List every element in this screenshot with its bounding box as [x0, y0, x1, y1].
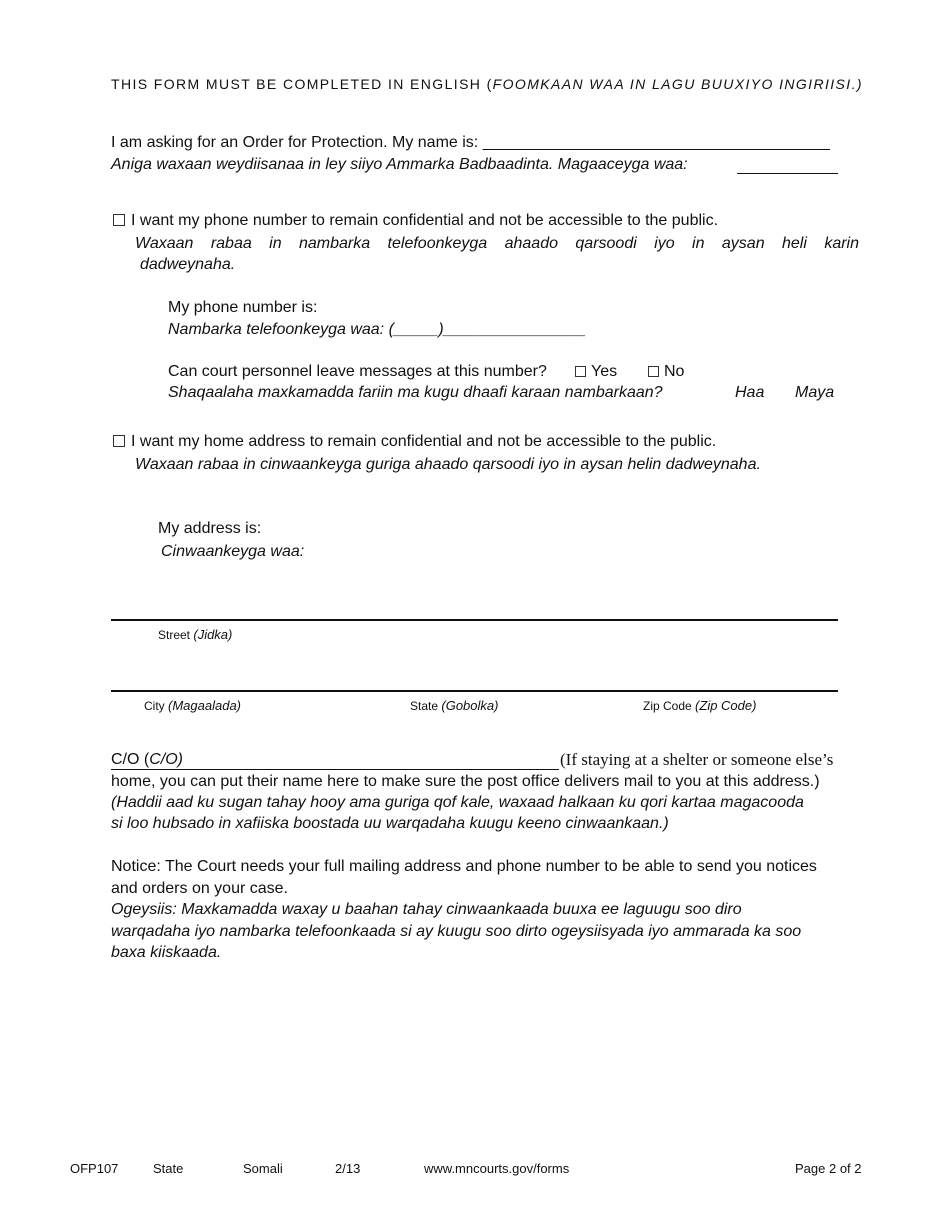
messages-yes-checkbox[interactable]	[575, 366, 586, 377]
address-confidential-somali: Waxaan rabaa in cinwaankeyga guriga ahaado qarsoodi iyo in aysan helin dadweynaha.	[135, 456, 761, 473]
notice-english-line2: and orders on your case.	[111, 880, 288, 897]
name-prompt	[111, 134, 830, 152]
messages-no-option[interactable]	[648, 363, 684, 381]
phone-confidential-row	[113, 212, 718, 230]
co-field-line[interactable]	[111, 769, 559, 770]
co-note-line1: (If staying at a shelter or someone else’s	[560, 750, 834, 769]
phone-confidential-checkbox[interactable]	[113, 214, 125, 226]
notice-somali-line1: Ogeysiis: Maxkamadda waxay u baahan tahay cinwaankaada buuxa ee laguugu soo diro	[111, 901, 742, 918]
my-address-label: My address is:	[158, 520, 262, 537]
messages-yes-label: Yes	[591, 363, 618, 380]
messages-yes-option[interactable]	[575, 363, 617, 381]
footer-state: State	[153, 1161, 184, 1176]
messages-question-somali: Shaqaalaha maxkamadda fariin ma kugu dhaafi karaan nambarkaan?	[168, 384, 663, 401]
messages-no-checkbox[interactable]	[648, 366, 659, 377]
name-field-line[interactable]	[737, 173, 838, 174]
notice-somali-line3: baxa kiiskaada.	[111, 944, 222, 961]
notice-somali-line2: warqadaha iyo nambarka telefoonkaada si ay kuugu soo dirto ogeysiisyada iyo ammarada ka soo	[111, 923, 802, 940]
co-somali-line1: (Haddii aad ku sugan tahay hooy ama guriga qof kale, waxaad halkaan ku qori kartaa magacooda	[111, 794, 804, 811]
footer-form-id: OFP107	[70, 1161, 119, 1176]
city-state-zip-line[interactable]	[111, 690, 838, 692]
my-address-somali: Cinwaankeyga waa:	[161, 543, 305, 560]
zip-label-english: Zip Code	[643, 699, 692, 713]
header-somali: FOOMKAAN WAA IN LAGU BUUXIYO INGIRIISI.)	[492, 76, 863, 92]
my-phone-field[interactable]: Nambarka telefoonkeyga waa: (_____)________________	[168, 321, 587, 338]
messages-question: Can court personnel leave messages at this number?	[168, 363, 547, 380]
state-label-english: State	[410, 699, 439, 713]
footer-language: Somali	[243, 1161, 283, 1176]
my-phone-label: My phone number is:	[168, 299, 318, 316]
street-label	[158, 627, 232, 642]
footer-date: 2/13	[335, 1161, 361, 1176]
street-field-line[interactable]	[111, 619, 838, 621]
co-label	[111, 751, 183, 769]
messages-maya: Maya	[795, 384, 835, 401]
messages-haa: Haa	[735, 384, 765, 401]
name-prompt-somali: Aniga waxaan weydiisanaa in ley siiyo Ammarka Badbaadinta. Magaaceyga waa:	[111, 156, 688, 173]
co-label-english: C/O (	[111, 751, 150, 768]
form-header	[111, 76, 863, 92]
phone-confidential-somali-line2: dadweynaha.	[140, 256, 236, 273]
footer-page-number: Page 2 of 2	[795, 1161, 862, 1176]
messages-no-label: No	[664, 363, 685, 380]
phone-confidential-label: I want my phone number to remain confidential and not be accessible to the public.	[131, 212, 719, 229]
co-label-somali: C/O)	[149, 751, 183, 768]
city-label-english: City	[144, 699, 165, 713]
notice-english-line1: Notice: The Court needs your full mailing address and phone number to be able to send you notices	[111, 858, 817, 875]
state-label-somali: (Gobolka)	[441, 698, 499, 713]
name-blank[interactable]: _______________________________________	[482, 134, 830, 151]
address-confidential-row	[113, 433, 716, 451]
co-somali-line2: si loo hubsado in xafiiska boostada uu warqadaha kuugu keeno cinwaankaan.)	[111, 815, 669, 832]
zip-label-somali: (Zip Code)	[695, 698, 757, 713]
header-english: THIS FORM MUST BE COMPLETED IN ENGLISH (	[111, 76, 493, 92]
footer-url[interactable]: www.mncourts.gov/forms	[424, 1161, 570, 1176]
name-prompt-english: I am asking for an Order for Protection. My name is:	[111, 134, 479, 151]
zip-label	[643, 698, 756, 713]
address-confidential-checkbox[interactable]	[113, 435, 125, 447]
street-label-english: Street	[158, 628, 191, 642]
co-note-line2: home, you can put their name here to make sure the post office delivers mail to you at this address.)	[111, 773, 820, 790]
city-label	[144, 698, 241, 713]
city-label-somali: (Magaalada)	[168, 698, 242, 713]
address-confidential-label: I want my home address to remain confidential and not be accessible to the public.	[131, 433, 717, 450]
phone-confidential-somali-line1: Waxaan rabaa in nambarka telefoonkeyga ahaado qarsoodi iyo in aysan heli karin	[135, 235, 859, 252]
street-label-somali: (Jidka)	[193, 627, 233, 642]
state-label	[410, 698, 498, 713]
